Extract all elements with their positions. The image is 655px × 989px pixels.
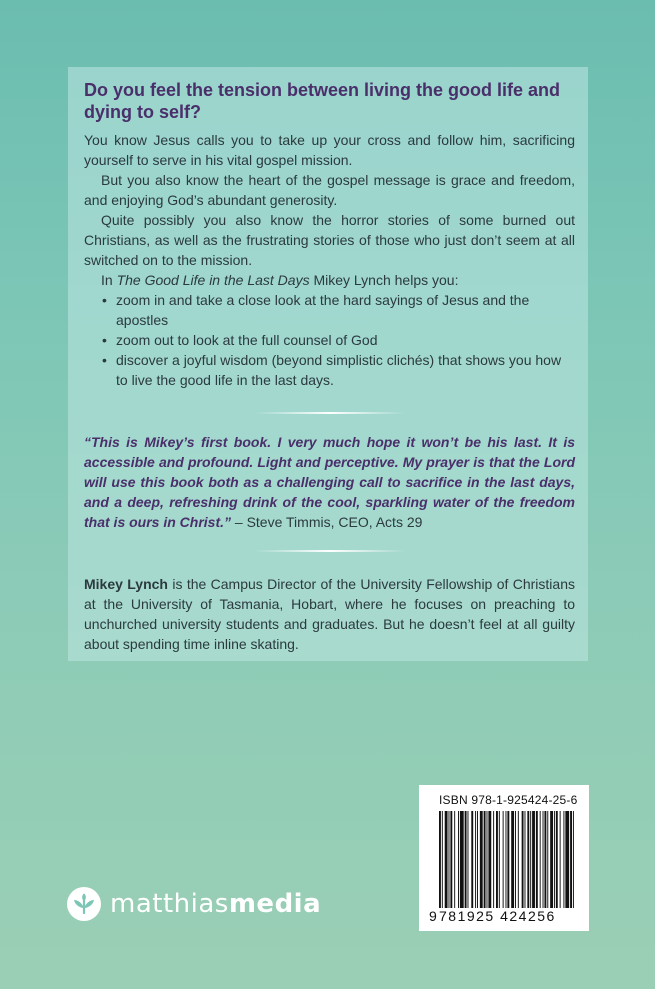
blurb-paragraph-1: You know Jesus calls you to take up your cross and follow him, sacrificing yourself to serve in his vital gospel mission. [84,132,575,168]
barcode-bar [506,811,507,921]
barcode-bar [487,811,488,909]
barcode-bar [450,811,452,909]
barcode-bar [442,811,443,921]
barcode-bar [468,811,469,909]
barcode-bar [527,811,529,909]
barcode-bar [560,811,561,909]
blurb [84,130,575,390]
blurb-paragraph-2: But you also know the heart of the gospel message is grace and freedom, and enjoying God’s abundant generosity. [84,172,575,208]
barcode-bar [465,811,467,909]
barcode-bar [445,811,448,909]
barcode-bar [554,811,555,909]
book-title: The Good Life in the Last Days [116,272,310,288]
divider [255,550,405,552]
blurb-intro [84,270,575,290]
barcode-bar [507,811,509,921]
barcode-bar [525,811,526,909]
barcode-bar [532,811,535,909]
divider [255,412,405,414]
barcode-bar [550,811,553,909]
isbn-label: ISBN 978-1-925424-25-6 [439,793,578,807]
barcode-bar [563,811,564,909]
barcode-bar [480,811,483,909]
barcode-bar [570,811,572,921]
barcode-bar [496,811,498,909]
barcode-bar [477,811,478,909]
barcode-bar [471,811,473,909]
barcode-bar [511,811,514,909]
author-bio [84,574,575,654]
intro-suffix: Mikey Lynch helps you: [313,272,459,288]
publisher-name: matthiasmedia [110,889,322,919]
quote-text: “This is Mikey’s first book. I very much hope it won’t be his last. It is accessible and profound. Light and perceptive. My prayer is that the Lord will use this book both as a challenging call to sacrifice in the last days, and a deep, refreshing drink of the cool, sparkling water of the freedom that is ours in Christ.” [84,434,575,530]
barcode-bar [540,811,541,909]
barcode-bar [515,811,516,909]
barcode-bar [493,811,494,909]
intro-prefix: In [101,272,113,288]
barcode-bar [573,811,574,921]
list-item: • discover a joyful wisdom (beyond simplistic clichés) that shows you how to live the good life in the last days. [102,350,575,390]
back-cover-panel [68,67,588,661]
barcode-bar [530,811,531,909]
barcode-bar [449,811,450,909]
quote-attribution: – Steve Timmis, CEO, Acts 29 [234,514,423,530]
barcode-digits: 9781925 424256 [429,908,579,924]
headline: Do you feel the tension between living the good life and dying to self? [84,80,561,122]
barcode-bar [556,811,558,909]
barcode-bar [458,811,459,909]
bio-text: is the Campus Director of the University Fellowship of Christians at the University of Tasmania, Hobart, where he focuses on preaching to unchurched university students and graduates. But he doesn’t feel at all guilty about spending time inline skating. [84,576,575,652]
list-item: • zoom out to look at the full counsel of God [102,330,575,350]
barcode [429,811,579,929]
barcode-bar [547,811,548,909]
barcode-bar [522,811,524,909]
barcode-bars [429,811,579,921]
barcode-bar [475,811,476,909]
blurb-paragraph-3: Quite possibly you also know the horror stories of some burned out Christians, as well as the frustrating stories of those who just don’t seem at all switched on to the mission. [84,212,575,268]
publisher-logo [66,885,321,923]
barcode-bar [499,811,500,909]
list-item: • zoom in and take a close look at the hard sayings of Jesus and the apostles [102,290,575,330]
barcode-bar [454,811,455,909]
leaf-logo-icon [66,886,102,922]
barcode-bar [488,811,491,909]
barcode-bar [544,811,546,909]
barcode-bar [503,811,504,909]
barcode-box [419,785,589,931]
barcode-bar [565,811,569,909]
barcode-bar [536,811,538,909]
barcode-bar [484,811,486,909]
benefits-list [84,290,575,390]
endorsement-quote [84,432,575,532]
barcode-bar [518,811,519,909]
author-name: Mikey Lynch [84,576,168,592]
barcode-bar [460,811,464,909]
barcode-bar [543,811,544,909]
barcode-bar [439,811,441,921]
